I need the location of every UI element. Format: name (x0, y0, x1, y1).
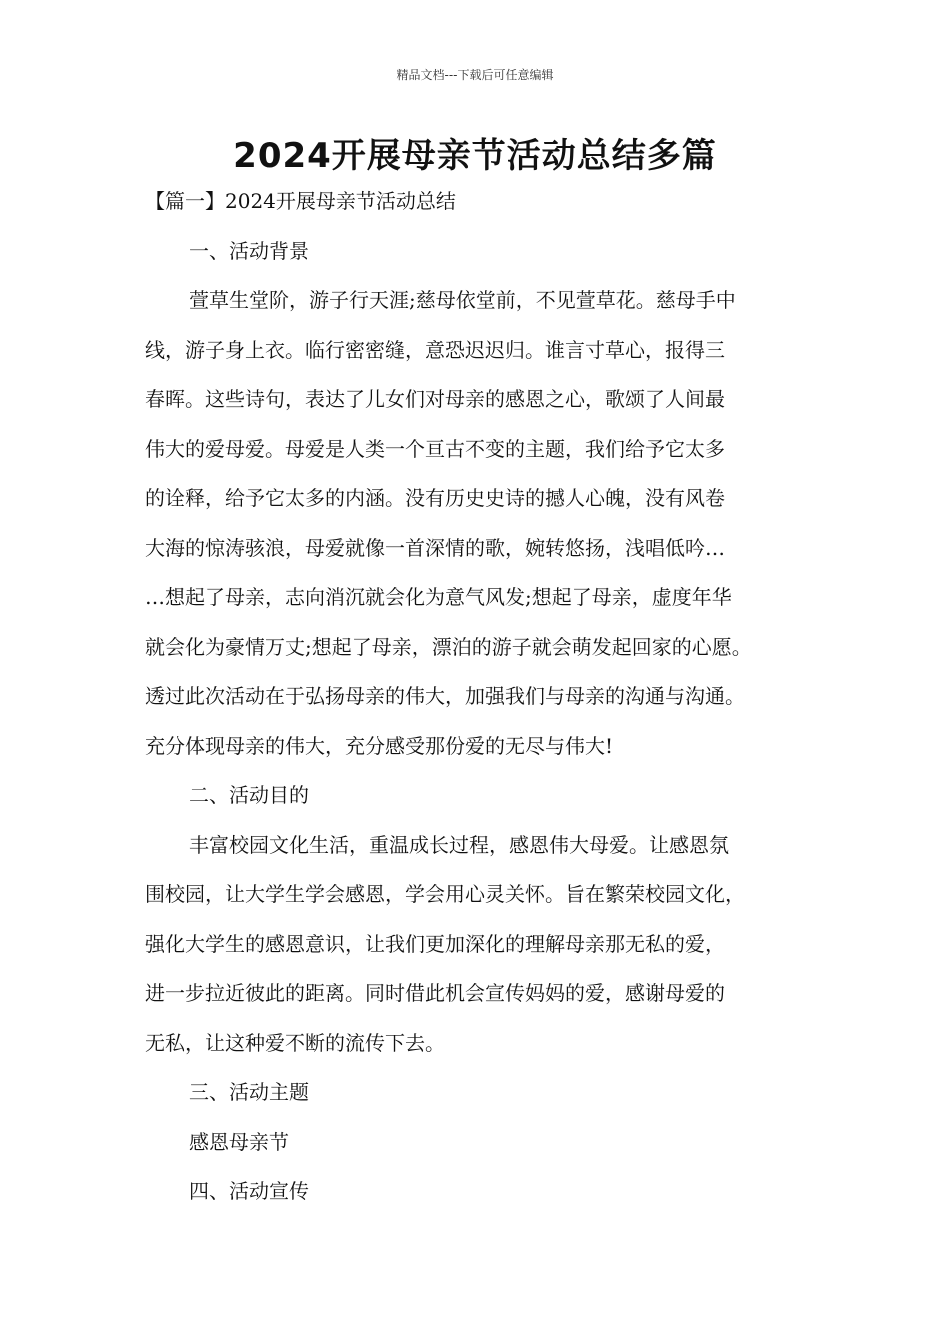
paragraph-line: 丰富校园文化生活，重温成长过程，感恩伟大母爱。让感恩氛 (189, 832, 729, 857)
subheading: 三、活动主题 (189, 1080, 309, 1104)
subheading: 一、活动背景 (189, 238, 309, 263)
paragraph-line: 无私，让这种爱不断的流传下去。 (145, 1030, 445, 1055)
paragraph-line: …想起了母亲，志向消沉就会化为意气风发;想起了母亲，虚度年华 (145, 585, 732, 609)
subheading: 四、活动宣传 (189, 1179, 309, 1203)
section-heading: 【篇一】2024开展母亲节活动总结 (145, 189, 456, 213)
document-body (145, 184, 835, 1224)
paragraph-line: 春晖。这些诗句，表达了儿女们对母亲的感恩之心，歌颂了人间最 (145, 387, 725, 411)
header-note: 精品文档---下载后可任意编辑 (396, 68, 554, 82)
subheading: 二、活动目的 (189, 783, 309, 807)
paragraph-line: 强化大学生的感恩意识，让我们更加深化的理解母亲那无私的爱， (145, 931, 725, 956)
paragraph-line: 萱草生堂阶，游子行天涯;慈母依堂前，不见萱草花。慈母手中 (189, 288, 736, 312)
paragraph-line: 感恩母亲节 (189, 1129, 289, 1154)
paragraph-line: 围校园，让大学生学会感恩，学会用心灵关怀。旨在繁荣校园文化， (145, 882, 745, 906)
paragraph-line: 就会化为豪情万丈;想起了母亲，漂泊的游子就会萌发起回家的心愿。 (145, 634, 752, 659)
paragraph-line: 进一步拉近彼此的距离。同时借此机会宣传妈妈的爱，感谢母爱的 (145, 981, 725, 1005)
paragraph-line: 大海的惊涛骇浪，母爱就像一首深情的歌，婉转悠扬，浅唱低吟… (145, 535, 725, 560)
paragraph-line: 透过此次活动在于弘扬母亲的伟大，加强我们与母亲的沟通与沟通。 (145, 684, 745, 708)
document-title: 2024开展母亲节活动总结多篇 (233, 136, 717, 176)
paragraph-line: 的诠释，给予它太多的内涵。没有历史史诗的撼人心魄，没有风卷 (145, 486, 725, 510)
paragraph-line: 伟大的爱母爱。母爱是人类一个亘古不变的主题，我们给予它太多 (145, 436, 725, 461)
paragraph-line: 充分体现母亲的伟大，充分感受那份爱的无尽与伟大! (145, 733, 614, 758)
paragraph-line: 线，游子身上衣。临行密密缝，意恐迟迟归。谁言寸草心，报得三 (145, 337, 725, 362)
